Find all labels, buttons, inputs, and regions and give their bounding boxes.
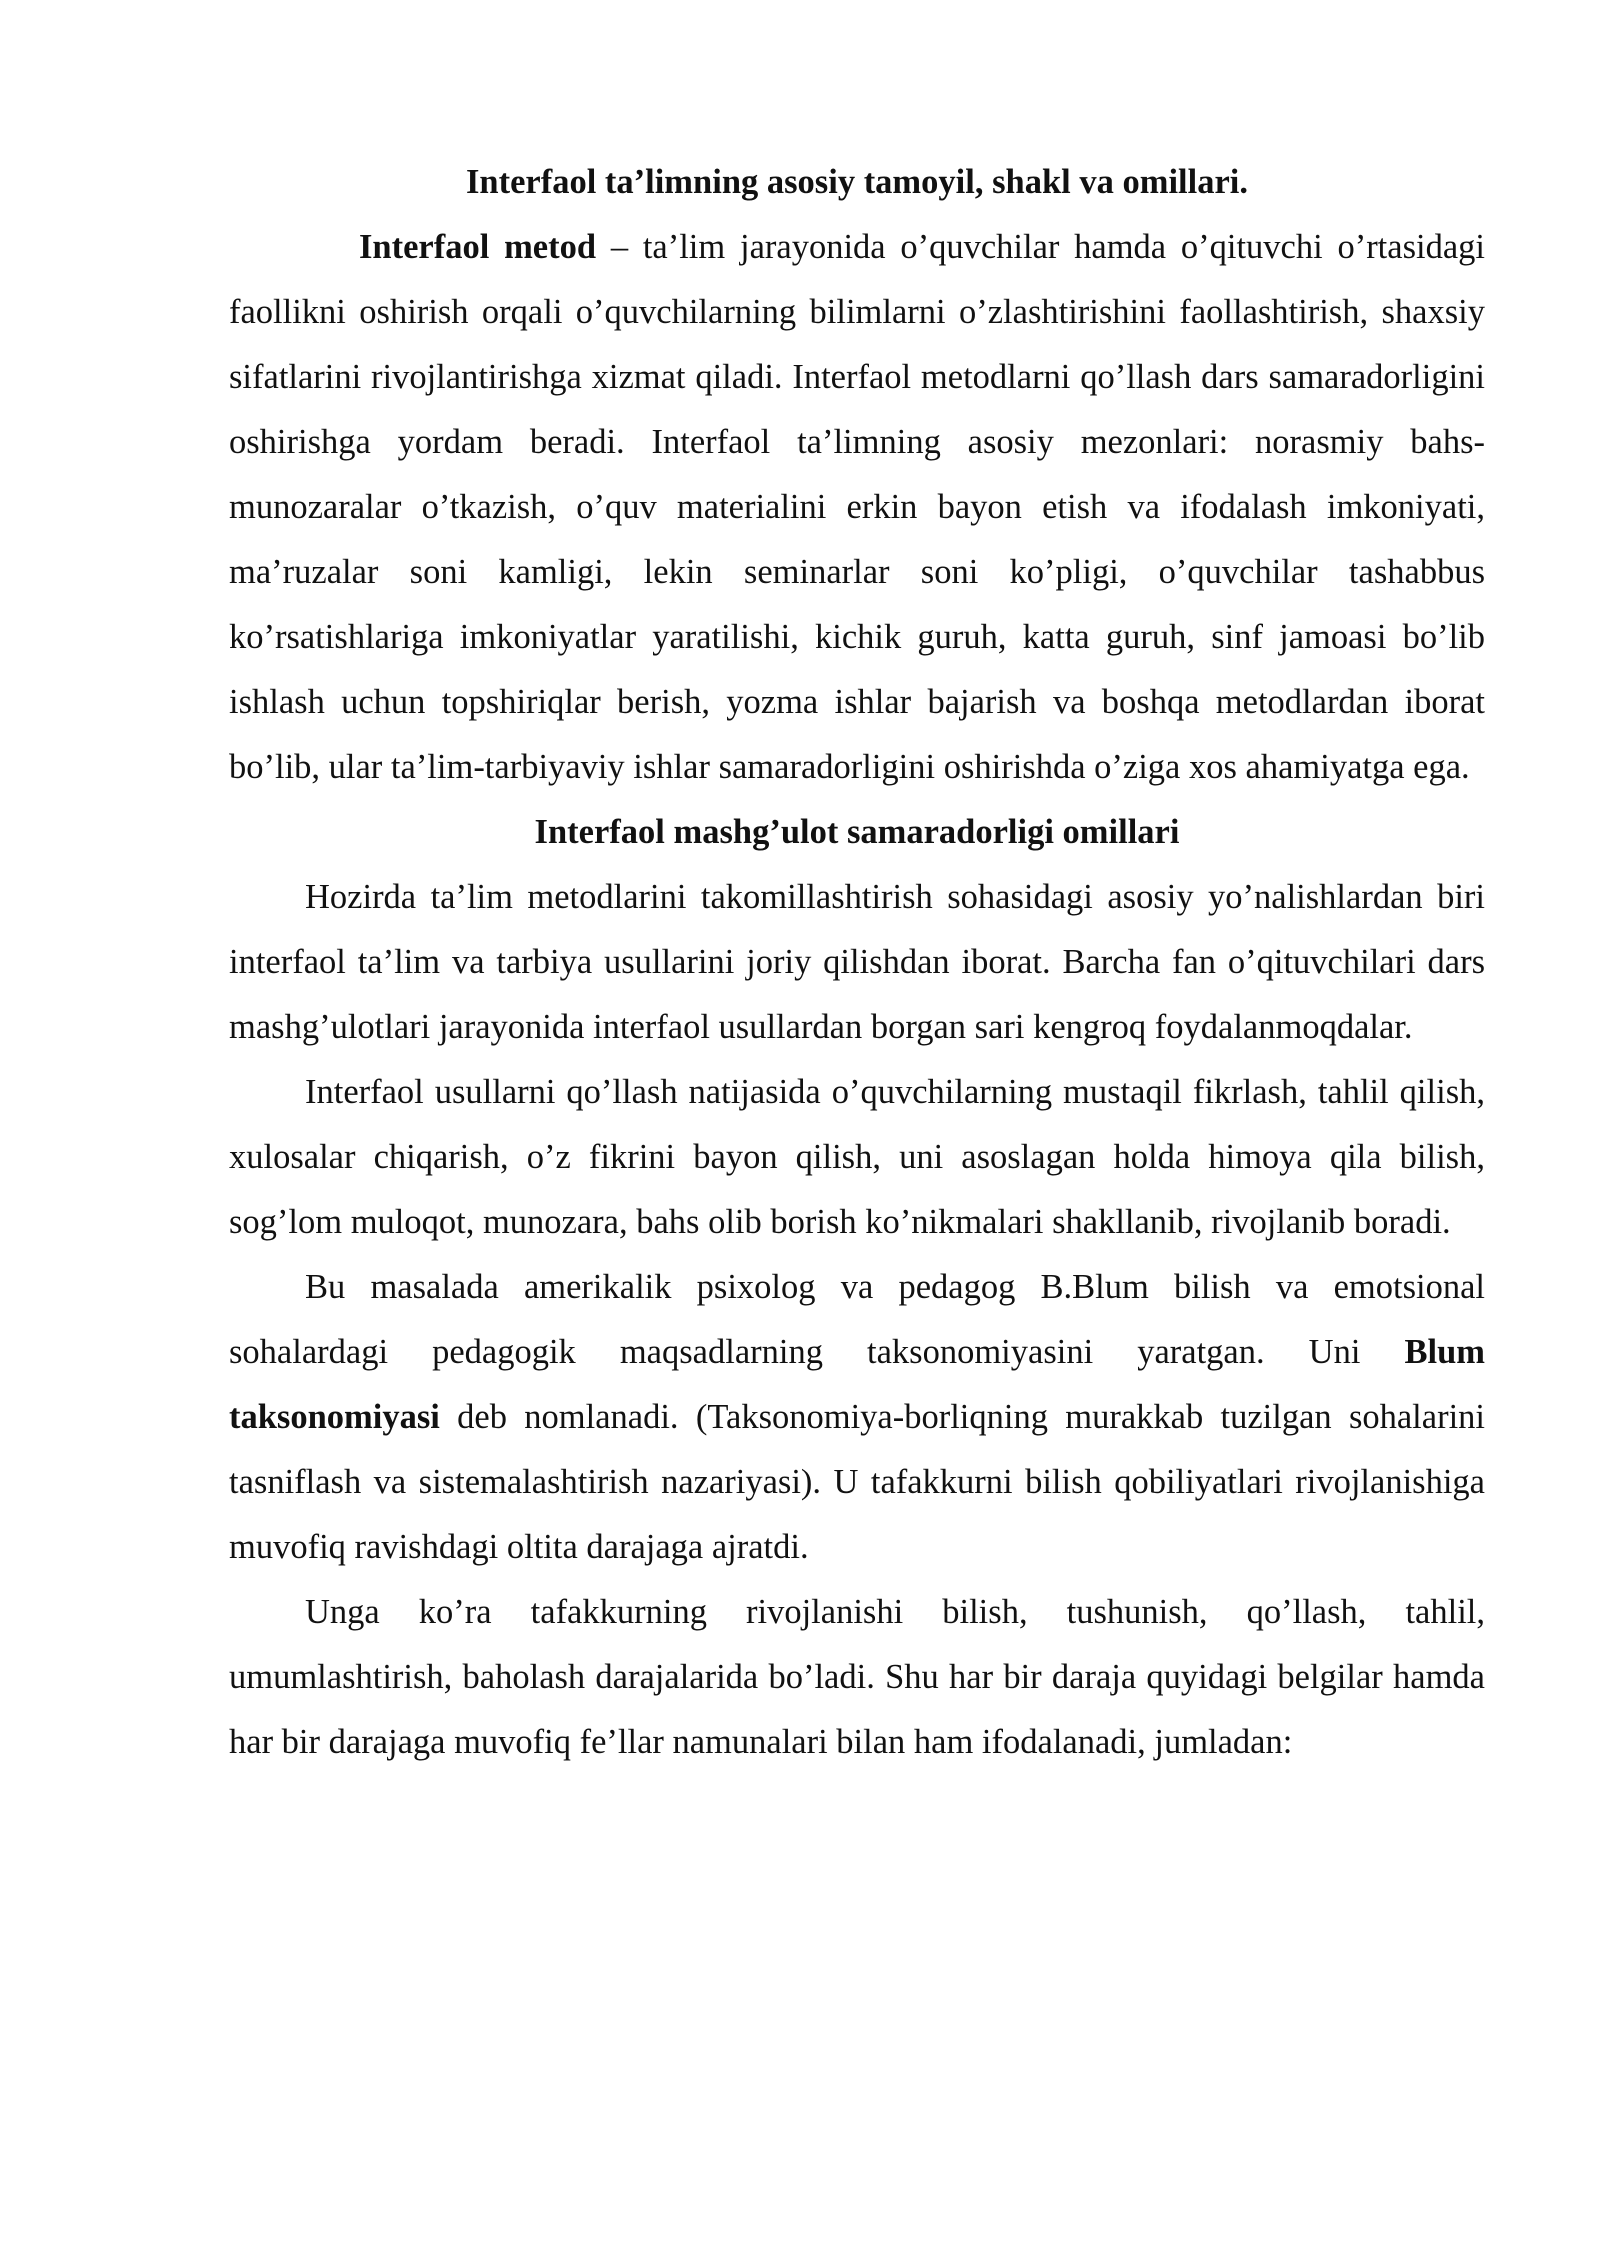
paragraph-2: Interfaol usullarni qo’llash natijasida o’quvchilarning mustaqil fikrlash, tahlil qilish, xulosalar chiqarish, o’z fikrini bayon qilish, uni asoslagan holda himoya qila bilish, sog’lom muloqot, munozara, bahs olib borish ko’nikmalari shakllanib, rivojlanib boradi. (229, 1073, 1485, 1241)
blum-term: Blum taksonomiyasi (229, 1333, 1485, 1436)
intro-text: – ta’lim jarayonida o’quvchilar hamda o’qituvchi o’rtasidagi faollikni oshirish orqali o’quvchilarning bilimlarni o’zlashtirishini faollashtirish, shaxsiy sifatlarini rivojlantirishga xizmat qiladi. Interfaol metodlarni qo’llash dars samaradorligini oshirishga yordam beradi. Interfaol ta’limning asosiy mezonlari: norasmiy bahs-munozaralar o’tkazish, o’quv materialini erkin bayon etish va ifodalash imkoniyati, ma’ruzalar soni kamligi, lekin seminarlar soni ko’pligi, o’quvchilar tashabbus ko’rsatishlariga imkoniyatlar yaratilishi, kichik guruh, katta guruh, sinf jamoasi bo’lib ishlash uchun topshiriqlar berish, yozma ishlar bajarish va boshqa metodlardan iborat bo’lib, ular ta’lim-tarbiyaviy ishlar samaradorligini oshirishda o’ziga xos ahamiyatga ega. (229, 228, 1485, 786)
paragraph-1: Hozirda ta’lim metodlarini takomillashtirish sohasidagi asosiy yo’nalishlardan biri interfaol ta’lim va tarbiya usullarini joriy qilishdan iborat. Barcha fan o’qituvchilari dars mashg’ulotlari jarayonida interfaol usullardan borgan sari kengroq foydalanmoqdalar. (229, 878, 1485, 1046)
paragraph-3 (229, 1255, 1485, 1580)
document-page (229, 150, 1485, 1775)
paragraph-3-before: Bu masalada amerikalik psixolog va pedagog B.Blum bilish va emotsional sohalardagi pedagogik maqsadlarning taksonomiyasini yaratgan. Uni (229, 1268, 1485, 1371)
intro-paragraph (229, 215, 1485, 800)
page-title: Interfaol ta’limning asosiy tamoyil, shakl va omillari. (465, 163, 1248, 201)
intro-term: Interfaol metod (359, 228, 597, 266)
paragraph-4: Unga ko’ra tafakkurning rivojlanishi bilish, tushunish, qo’llash, tahlil, umumlashtirish, baholash darajalarida bo’ladi. Shu har bir daraja quyidagi belgilar hamda har bir darajaga muvofiq fe’llar namunalari bilan ham ifodalanadi, jumladan: (229, 1593, 1485, 1761)
section-heading: Interfaol mashg’ulot samaradorligi omillari (534, 813, 1180, 851)
paragraph-3-after: deb nomlanadi. (Taksonomiya-borliqning murakkab tuzilgan sohalarini tasniflash va sistemalashtirish nazariyasi). U tafakkurni bilish qobiliyatlari rivojlanishiga muvofiq ravishdagi oltita darajaga ajratdi. (229, 1398, 1485, 1566)
